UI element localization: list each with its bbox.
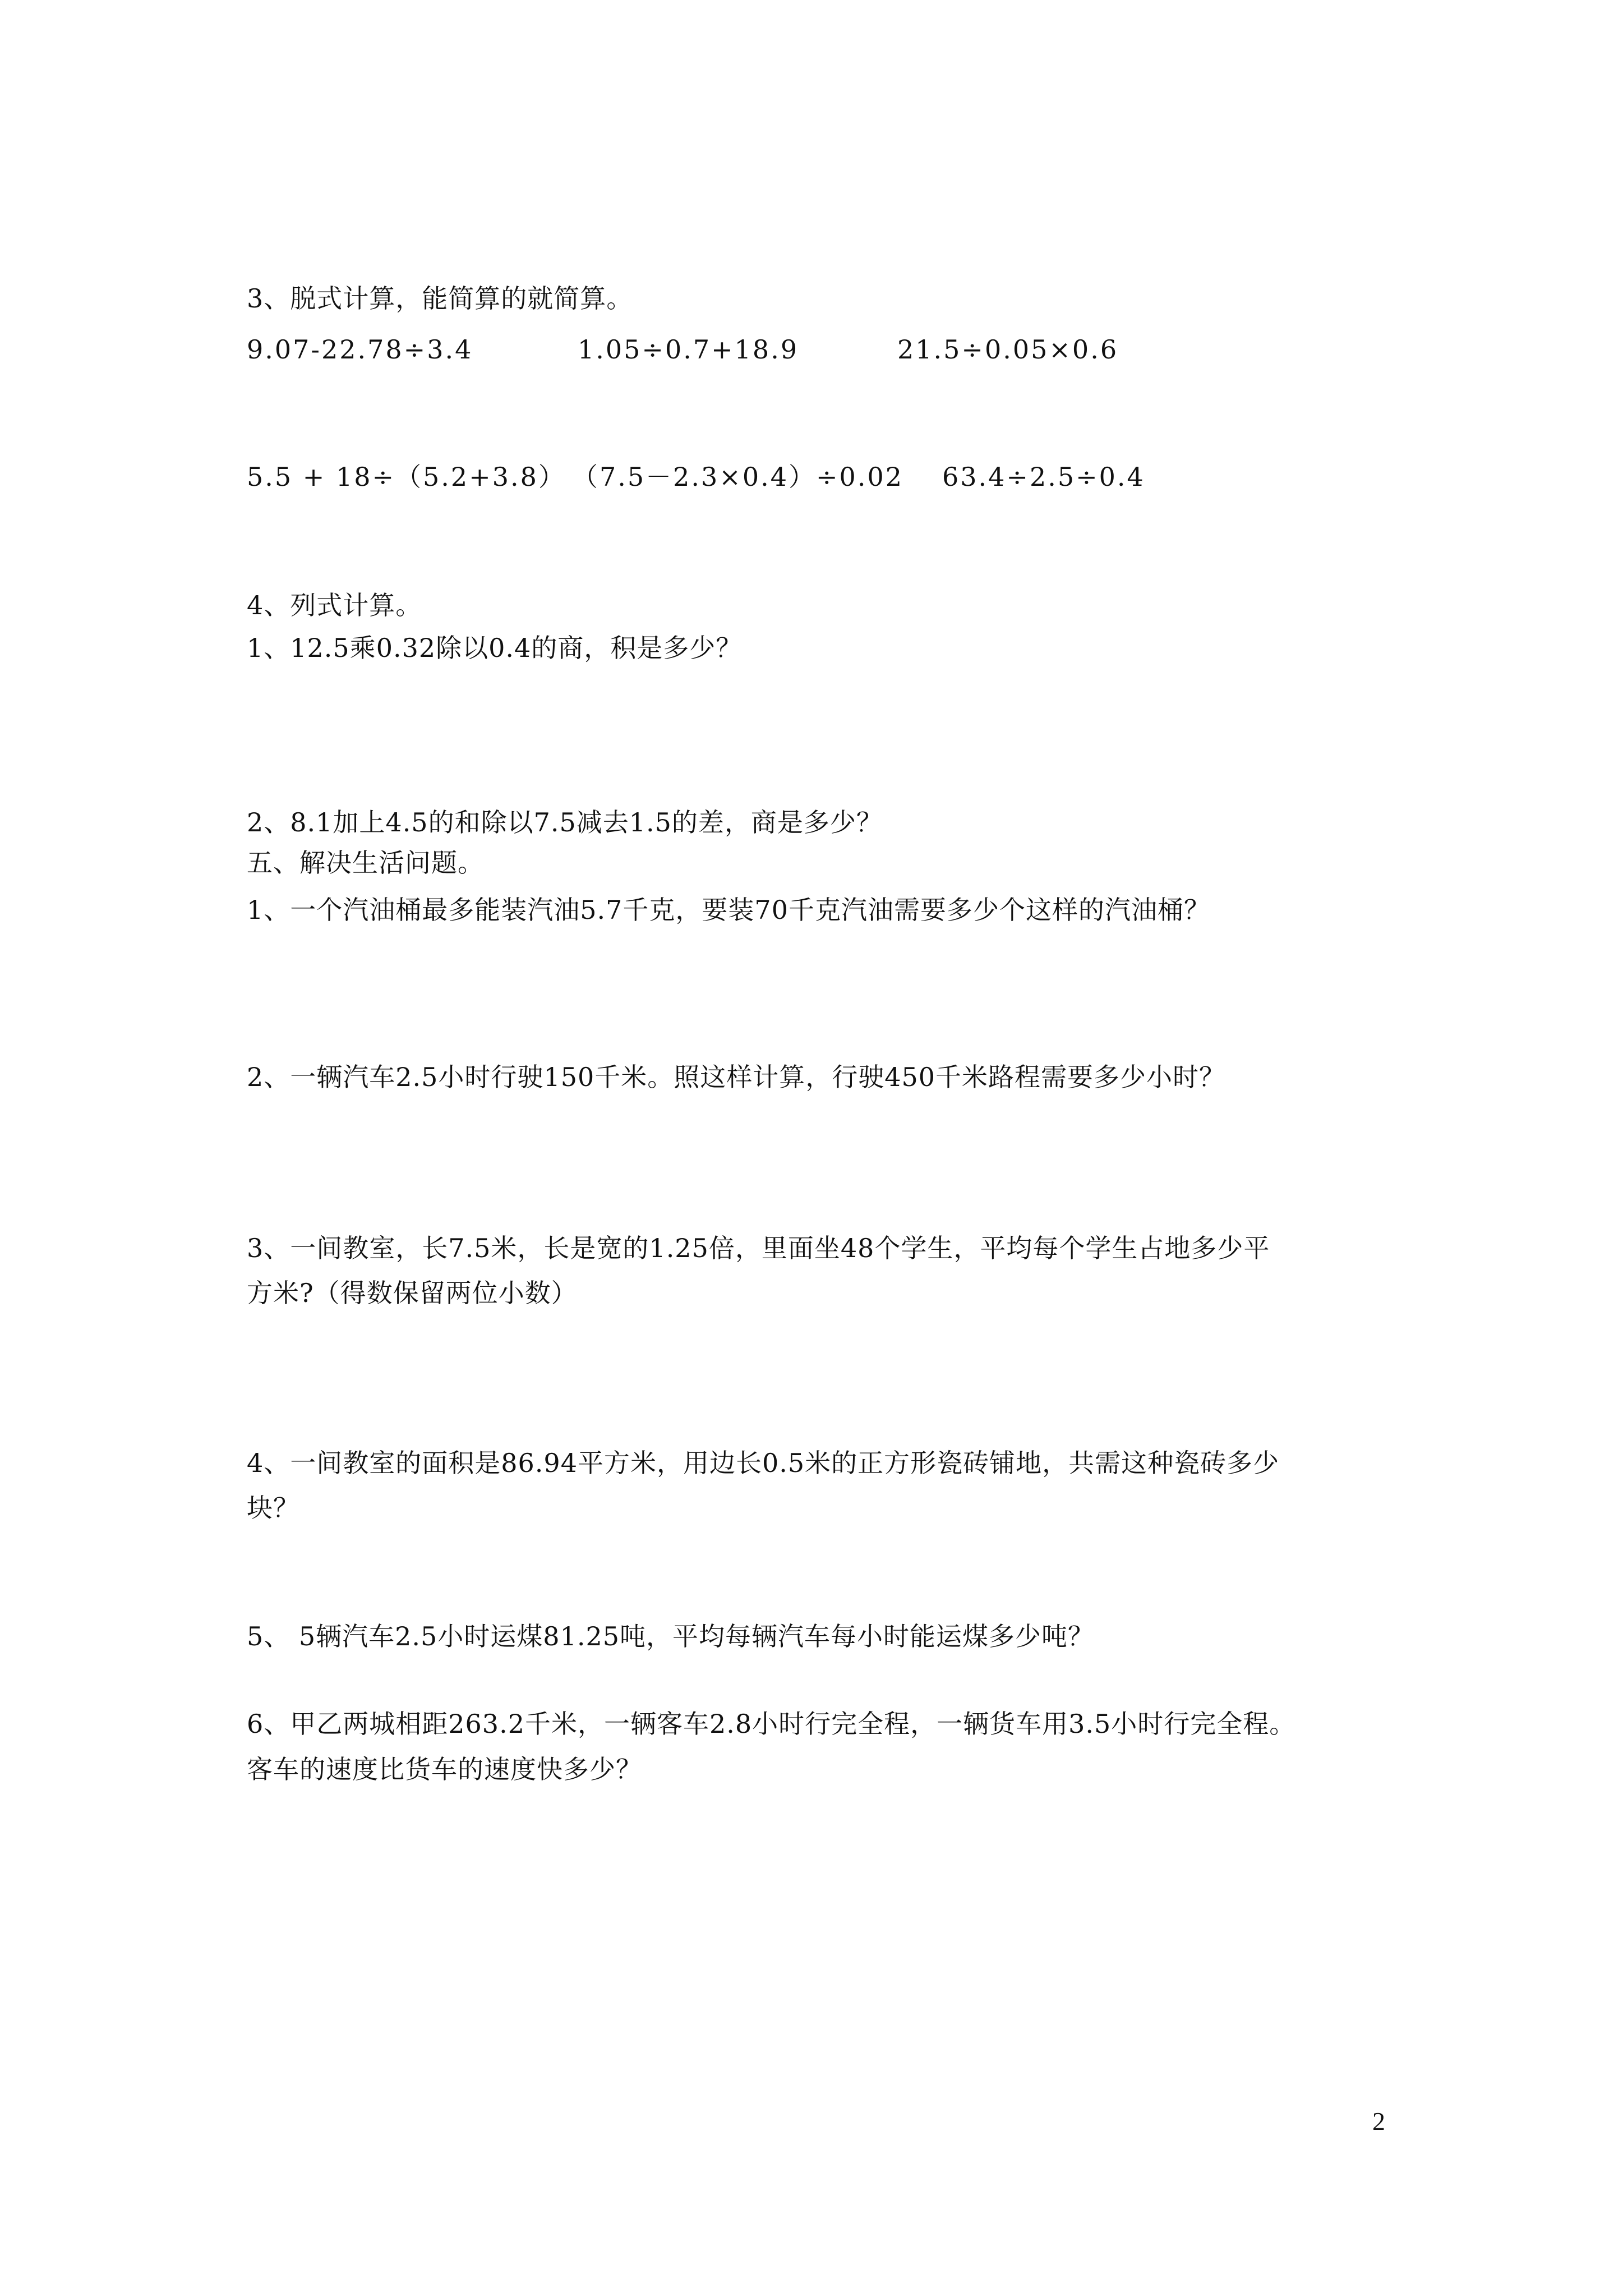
expression: 1.05÷0.7+18.9 [578, 334, 799, 365]
page-number: 2 [1372, 2107, 1385, 2136]
question: 2、一辆汽车2.5小时行驶150千米。照这样计算，行驶450千米路程需要多少小时？ [247, 1062, 1226, 1092]
expression: 21.5÷0.05×0.6 [897, 334, 1119, 365]
question: 2、8.1加上4.5的和除以7.5减去1.5的差，商是多少？ [247, 807, 883, 838]
question: 1、一个汽油桶最多能装汽油5.7千克，要装70千克汽油需要多少个这样的汽油桶？ [247, 895, 1210, 925]
expression: 5.5 + 18÷（5.2+3.8） [247, 462, 566, 492]
section3-heading: 3、脱式计算，能简算的就简算。 [247, 283, 633, 314]
question: 1、12.5乘0.32除以0.4的商，积是多少？ [247, 633, 743, 663]
question-continuation: 客车的速度比货车的速度快多少？ [247, 1754, 642, 1784]
question: 3、一间教室，长7.5米，长是宽的1.25倍，里面坐48个学生，平均每个学生占地多少平 [247, 1233, 1270, 1263]
question-continuation: 块？ [247, 1493, 299, 1523]
question: 5、 5辆汽车2.5小时运煤81.25吨，平均每辆汽车每小时能运煤多少吨？ [247, 1621, 1094, 1651]
expression: 63.4÷2.5÷0.4 [942, 462, 1145, 492]
question-continuation: 方米?（得数保留两位小数） [247, 1278, 578, 1308]
question: 4、一间教室的面积是86.94平方米，用边长0.5米的正方形瓷砖铺地，共需这种瓷砖多少 [247, 1448, 1280, 1478]
question: 6、甲乙两城相距263.2千米，一辆客车2.8小时行完全程，一辆货车用3.5小时行完全程。 [247, 1709, 1296, 1739]
expression: （7.5－2.3×0.4）÷0.02 [572, 462, 903, 492]
section5-heading: 五、解决生活问题。 [247, 848, 484, 878]
expression: 9.07-22.78÷3.4 [247, 334, 473, 365]
section4-heading: 4、列式计算。 [247, 590, 422, 620]
